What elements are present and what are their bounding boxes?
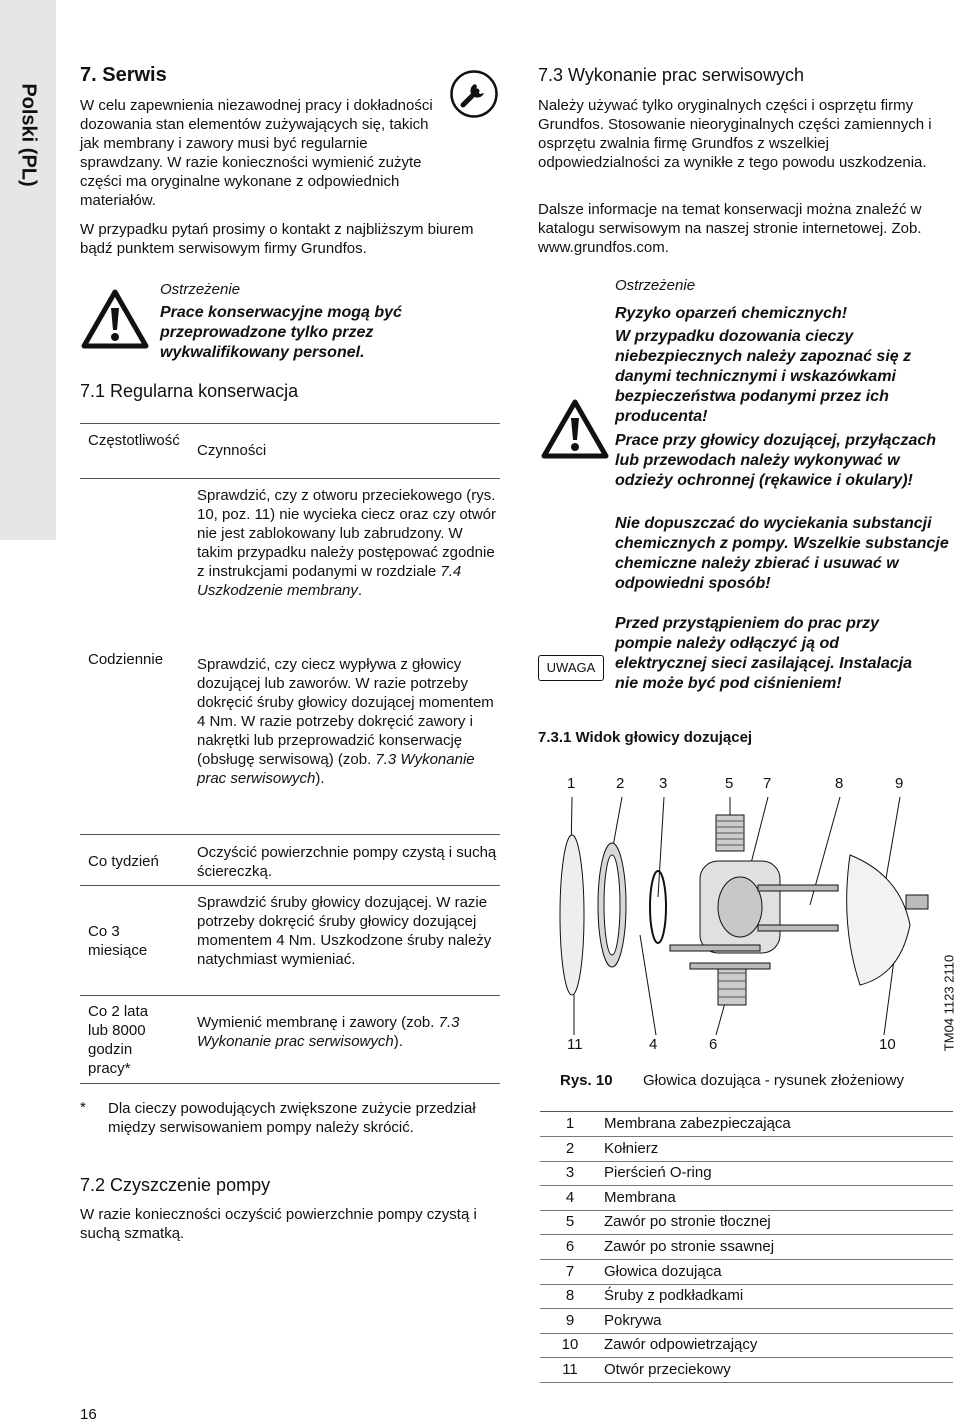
part-number: 4: [565, 1188, 575, 1206]
figure-label: 3: [659, 775, 668, 792]
table-header-rule: [80, 478, 500, 479]
table-top-rule: [80, 423, 500, 424]
figure-label: 10: [879, 1036, 896, 1053]
figure-label: 7: [763, 775, 772, 792]
notice-badge: UWAGA: [538, 655, 604, 681]
warning-triangle-icon: [540, 398, 610, 460]
part-number: 1: [565, 1115, 575, 1132]
parts-row: [540, 1333, 953, 1358]
table-header-actions: Czynności: [197, 442, 267, 459]
part-name: Membrana: [604, 1188, 676, 1206]
row-frequency-daily: Codziennie: [88, 651, 164, 668]
section-7-contact: W przypadku pytań prosimy o kontakt z najbliższym biurem bądź punktem serwisowym firmy Grundfos.: [80, 221, 474, 257]
part-number: 6: [565, 1238, 575, 1255]
parts-row: [540, 1284, 953, 1309]
footnote-mark: *: [80, 1099, 86, 1116]
parts-row: [540, 1186, 953, 1211]
language-label: Polski (PL): [17, 83, 40, 187]
figure-label: 4: [649, 1036, 658, 1053]
part-name: Zawór odpowietrzający: [604, 1336, 758, 1354]
parts-row: [540, 1161, 953, 1186]
parts-row: [540, 1137, 953, 1162]
table-bottom-rule: [80, 1083, 500, 1084]
ref-7-3[interactable]: 7.3 Wykonanie prac serwisowych: [197, 1014, 460, 1050]
table-header-frequency: Częstotliwość: [88, 432, 180, 449]
language-sidebar: [0, 0, 56, 540]
part-name: Kołnierz: [604, 1139, 659, 1157]
row-action-daily-2: Sprawdzić, czy ciecz wypływa z głowicy dozującej lub zaworów. W razie potrzeby dokręcić śruby głowicy dozującej momentem 4 Nm. W razie potrzeby dokręcić zawory i nakrętki lub przeprowadzić konserwację (obsługę serwisową) (zob. 7.3 Wykonanie prac serwisowych).: [197, 656, 494, 787]
part-number: 3: [565, 1164, 575, 1182]
part-number: 11: [562, 1361, 578, 1378]
row-frequency-weekly: Co tydzień: [88, 853, 159, 870]
part-number: 9: [565, 1311, 575, 1329]
figure-label: 5: [725, 775, 734, 792]
section-7-2-heading: 7.2 Czyszczenie pompy: [80, 1175, 271, 1195]
parts-row: [540, 1309, 953, 1334]
part-number: 10: [561, 1336, 579, 1354]
part-name: Zawór po stronie ssawnej: [604, 1238, 775, 1255]
figure-code: TM04 1123 2110: [941, 954, 957, 1052]
row-frequency-quarterly: Co 3 miesiące: [88, 923, 148, 959]
part-number: 7: [565, 1262, 575, 1280]
warning-2-title: Ostrzeżenie: [615, 277, 696, 294]
part-name: Głowica dozująca: [604, 1262, 722, 1280]
section-7-3-para2: Dalsze informacje na temat konserwacji można znaleźć w katalogu serwisowym na naszej stronie internetowej. Zob. www.grundfos.com.: [538, 201, 922, 256]
warning-2-line-3: Prace przy głowicy dozującej, przyłączach lub przewodach należy wykonywać w odzieży ochronnej (rękawice i okulary)!: [615, 432, 937, 489]
warning-1-title: Ostrzeżenie: [160, 281, 241, 298]
row-divider: [80, 885, 500, 886]
parts-row: [540, 1112, 953, 1137]
parts-row: [540, 1260, 953, 1285]
dosing-head-exploded-view: [540, 795, 940, 1035]
parts-row: [540, 1210, 953, 1235]
row-divider: [80, 995, 500, 996]
warning-2-line-1: Ryzyko oparzeń chemicznych!: [615, 305, 848, 322]
row-frequency-biennial: Co 2 lata lub 8000 godzin pracy*: [88, 1003, 149, 1077]
section-7-2-text: W razie konieczności oczyścić powierzchnie pompy czystą i suchą szmatką.: [80, 1206, 477, 1242]
part-number: 2: [565, 1139, 575, 1157]
figure-label: 8: [835, 775, 844, 792]
wrench-icon: [450, 70, 498, 118]
section-7-1-heading: 7.1 Regularna konserwacja: [80, 381, 299, 401]
part-name: Pierścień O-ring: [604, 1164, 712, 1182]
figure-label: 11: [567, 1036, 583, 1053]
warning-triangle-icon: [80, 288, 150, 350]
warning-2-line-2: W przypadku dozowania cieczy niebezpiecznych należy zapoznać się z danymi technicznymi i wskazówkami bezpieczeństwa podanymi przez ich producenta!: [615, 328, 912, 425]
warning-2-line-4: Nie dopuszczać do wyciekania substancji chemicznych z pompy. Wszelkie substancje chemiczne należy zbierać i usuwać w odpowiedni sposób!: [615, 515, 949, 592]
warning-1-text: Prace konserwacyjne mogą być przeprowadzone tylko przez wykwalifikowany personel.: [160, 304, 402, 361]
part-name: Otwór przeciekowy: [604, 1361, 731, 1378]
figure-label: 6: [709, 1036, 718, 1053]
section-7-intro: W celu zapewnienia niezawodnej pracy i dokładności dozowania stan elementów zużywających się, takich jak membrany i zawory musi być regularnie sprawdzany. W razie konieczności wymienić zużyte części ma oryginalne wykonane z odpowiednich materiałów.: [80, 97, 433, 209]
section-7-3-para1: Należy używać tylko oryginalnych części i osprzętu firmy Grundfos. Stosowanie nieoryginalnych części zamiennych i osprzętu zwalnia firmę Grundfos z wszelkiej odpowiedzialności za wynikłe z tego powodu uszkodzenia.: [538, 97, 932, 171]
ref-7-4[interactable]: 7.4 Uszkodzenie membrany: [197, 563, 462, 599]
figure-label: 1: [567, 775, 576, 792]
part-number: 8: [565, 1287, 575, 1305]
part-name: Pokrywa: [604, 1311, 662, 1329]
footnote: Dla cieczy powodujących zwiększone zużycie przedział między serwisowaniem pompy należy skrócić.: [108, 1100, 476, 1136]
figure-label: 2: [616, 775, 625, 792]
parts-row: [540, 1358, 953, 1383]
part-name: Zawór po stronie tłocznej: [604, 1213, 771, 1231]
row-divider: [80, 834, 500, 835]
section-7-heading: 7. Serwis: [80, 64, 167, 86]
row-action-weekly: Oczyścić powierzchnie pompy czystą i suchą ściereczką.: [197, 844, 497, 880]
page-number: 16: [80, 1406, 97, 1421]
part-number: 5: [565, 1213, 575, 1231]
row-action-quarterly: Sprawdzić śruby głowicy dozującej. W razie potrzeby dokręcić śruby głowicy dozującej momentem 4 Nm. Uszkodzone śruby należy natychmiast wymieniać.: [197, 894, 492, 968]
parts-row: [540, 1235, 953, 1260]
row-action-biennial: Wymienić membranę i zawory (zob. 7.3 Wykonanie prac serwisowych).: [197, 1014, 460, 1050]
section-7-3-heading: 7.3 Wykonanie prac serwisowych: [538, 65, 804, 85]
notice-text: Przed przystąpieniem do prac przy pompie należy odłączyć ją od elektrycznej sieci zasilającej. Instalacja nie może być pod ciśnieniem!: [615, 615, 913, 692]
row-action-daily-1: Sprawdzić, czy z otworu przeciekowego (rys. 10, poz. 11) nie wycieka ciecz oraz czy otwór nie jest zablokowany lub zabrudzony. W takim przypadku należy postępować zgodnie z instrukcjami podanymi w rozdziale 7.4 Uszkodzenie membrany.: [197, 487, 497, 599]
figure-label: 9: [895, 775, 904, 792]
part-name: Śruby z podkładkami: [604, 1287, 744, 1305]
part-name: Membrana zabezpieczająca: [604, 1115, 791, 1132]
section-7-3-1-heading: 7.3.1 Widok głowicy dozującej: [538, 729, 753, 746]
ref-7-3[interactable]: 7.3 Wykonanie prac serwisowych: [197, 751, 475, 787]
figure-caption-label: Rys. 10: [560, 1072, 613, 1089]
figure-caption: Głowica dozująca - rysunek złożeniowy: [643, 1072, 904, 1089]
